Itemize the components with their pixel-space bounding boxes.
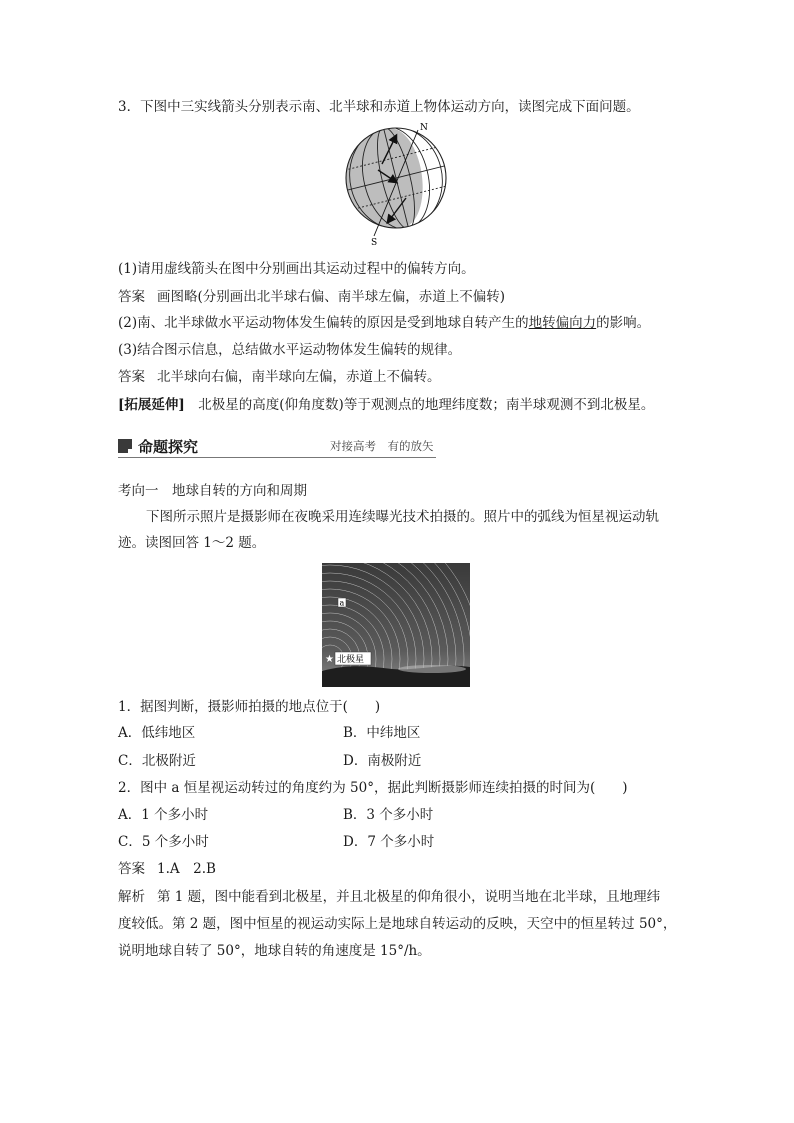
q1-option-b: B．中纬地区 <box>343 725 421 741</box>
section-square-icon <box>118 439 132 453</box>
q3-answer1 <box>118 288 505 306</box>
answer-text: 1.A 2.B <box>157 861 216 877</box>
analysis-line-3: 说明地球自转了 50°，地球自转的角速度是 15°/h。 <box>118 943 431 959</box>
q2-option-d: D．7 个多小时 <box>343 834 435 850</box>
analysis-text-1: 第 1 题，图中能看到北极星，并且北极星的仰角很小，说明当地在北半球，且地理纬 <box>157 889 661 905</box>
star-a-label: a <box>339 598 345 608</box>
polaris-star-icon: ★ <box>325 654 334 665</box>
direction-title: 考向一 地球自转的方向和周期 <box>118 483 307 499</box>
answer-text: 北半球向右偏，南半球向左偏，赤道上不偏转。 <box>157 369 441 385</box>
extension-text: 北极星的高度(仰角度数)等于观测点的地理纬度数；南半球观测不到北极星。 <box>198 397 655 413</box>
analysis-line-2: 度较低。第 2 题，图中恒星的视运动实际上是地球自转运动的反映，天空中的恒星转过 50°， <box>118 916 677 932</box>
q2-stem: 2．图中 a 恒星视运动转过的角度约为 50°，据此判断摄影师连续拍摄的时间为( ) <box>118 780 628 796</box>
q1-stem: 1．据图判断，摄影师拍摄的地点位于( ) <box>118 699 381 715</box>
direction-intro-1: 下图所示照片是摄影师在夜晚采用连续曝光技术拍摄的。照片中的弧线为恒星视运动轨 <box>146 509 659 525</box>
q1-option-c: C．北极附近 <box>118 753 196 769</box>
section-header <box>118 436 436 460</box>
q1-option-a: A．低纬地区 <box>118 725 196 741</box>
analysis-line-1 <box>118 888 660 906</box>
q3-part2-underline: 地转偏向力 <box>528 315 597 331</box>
section-title: 命题探究 <box>138 438 199 456</box>
answer-tag: 答案 <box>118 369 145 385</box>
answer-tag: 答案 <box>118 289 145 305</box>
q2-option-a: A．1 个多小时 <box>118 807 209 823</box>
extension-note <box>118 396 654 414</box>
q3-stem: 3．下图中三实线箭头分别表示南、北半球和赤道上物体运动方向，读图完成下面问题。 <box>118 99 640 115</box>
section-slogan: 对接高考 有的放矢 <box>330 439 434 453</box>
q3-part3: (3)结合图示信息，总结做水平运动物体发生偏转的规律。 <box>118 342 462 358</box>
q2-option-b: B．3 个多小时 <box>343 807 434 823</box>
polaris-label: 北极星 <box>337 655 365 665</box>
answer-tag: 答案 <box>118 861 145 877</box>
star-trail-photo <box>322 563 470 687</box>
q3-part2 <box>118 314 650 332</box>
q1-option-d: D．南极附近 <box>343 753 422 769</box>
answer-text: 画图略(分别画出北半球右偏、南半球左偏，赤道上不偏转) <box>157 289 506 305</box>
north-label: N <box>420 123 428 133</box>
q1-q2-answer <box>118 860 216 878</box>
analysis-tag: 解析 <box>118 889 145 905</box>
q3-part1: (1)请用虚线箭头在图中分别画出其运动过程中的偏转方向。 <box>118 261 475 277</box>
south-label: S <box>371 238 378 248</box>
section-rule <box>118 457 436 458</box>
extension-tag: [拓展延伸] <box>118 397 185 413</box>
q3-answer3 <box>118 368 441 386</box>
q3-part2-end: 的影响。 <box>596 315 651 331</box>
q3-part2-text: (2)南、北半球做水平运动物体发生偏转的原因是受到地球自转产生的 <box>118 315 529 331</box>
globe-diagram <box>336 118 462 248</box>
q2-option-c: C．5 个多小时 <box>118 834 209 850</box>
direction-intro-2: 迹。读图回答 1～2 题。 <box>118 535 266 551</box>
